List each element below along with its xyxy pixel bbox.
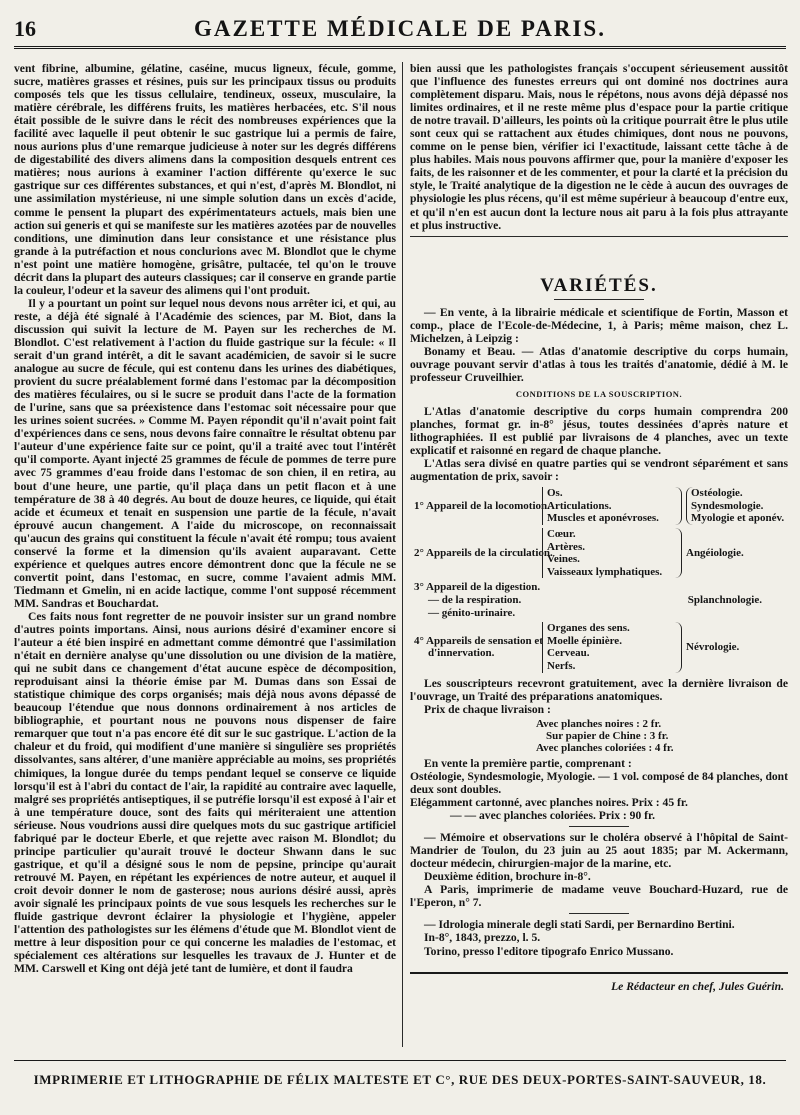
conditions-title: CONDITIONS DE LA SOUSCRIPTION. [515, 388, 683, 399]
division-text: L'Atlas sera divisé en quatre parties qui se vendront séparément et sans augmentation de prix, savoir : [410, 457, 788, 484]
page-header [14, 16, 786, 40]
article-paragraph: bien aussi que les pathologistes français s'occupent sérieusement aussitôt que l'influence des funestes erreurs qui ont dominé nos doctrines aura complètement disparu. Mais, nous le répétons, nous avons déjà dépassé nos limites ordinaires, et il ne reste même plus d'espace pour la partie critique de notre travail. D'ailleurs, les points où la critique pourrait être le plus utile sont ceux qui se rattachent aux études chimiques, dont nous ne pouvons, comme on le pense bien, vérifier ici l'exactitude, laissant cette tâche à de plus habiles. Mais nous pouvons affirmer que, pour la manière d'exposer les faits, de les raisonner et de les commenter, et pour la clarté et la précision du style, le Traité analytique de la digestion ne le cède à aucun des ouvrages de physiologie les plus récens, qu'il est même supérieur à beaucoup d'entre eux, et qu'il n'en est aucun dont la lecture nous ait paru à la fois plus attrayante et plus instructive. [410, 62, 788, 232]
outline-part-3 [410, 581, 788, 619]
outline-item: Os. [547, 487, 563, 500]
subscribers-text: Les souscripteurs recevront gratuitement, avec la dernière livraison de l'ouvrage, un Traité des préparations anatomiques. [410, 676, 788, 703]
first-part-detail: Ostéologie, Syndesmologie, Myologie. — 1 vol. composé de 84 planches, dont deux sont doubles. [410, 769, 788, 796]
outline-label: d'innervation. [428, 647, 495, 660]
outline-right-item: Splanchnologie. [687, 593, 762, 606]
outline-item: Organes des sens. [547, 622, 630, 635]
first-part-text: En vente la première partie, comprenant : [424, 756, 632, 770]
article-paragraph: Ces faits nous font regretter de ne pouvoir insister sur un grand nombre d'autres points importans. Ainsi, nous aurions désiré d'examiner encore si l'auteur a été bien inspiré en admettant comme démontré que l'assimilation n'était en dernière analyse qu'une dissolution ou une division de la matière, qui ne subit dans ce changement d'état aucune espèce de décomposition, reproduisant ainsi la théorie émise par M. Dumas dans son Essai de statistique chimique des corps organisés; mais déjà nous avons dépassé de beaucoup l'étendue que nous donnons ordinairement à nos articles de bibliographie, et pourtant nous ne pouvons nous dispenser de faire remarquer que tout n'a pas encore été dit sur le suc gastrique. L'action de la chaleur et du froid, qui modifient d'une manière si singulière ses propriétés dissolvantes, sans altérer, d'une manière appréciable au moins, ses propriétés chimiques, la longue durée du temps pendant lequel se conserve ce liquide lorsqu'il est à l'abri du contact de l'air, la rapidité au contraire avec laquelle, malgré ses propriétés antiseptiques, il se putréfie lorsqu'il est exposé à l'air et à une température douce, sont des faits qui mériteraient une attention sérieuse. Nous voudrions aussi dire quelques mots du suc gastrique artificiel fabriqué par le docteur Eberle, et que rejette avec raison M. Blondlot; du principe particulier qu'aurait trouvé le docteur Shwann dans le suc gastrique, et qu'il a désigné sous le nom de pepsine, principe qu'aurait retrouvé M. Payen, en répétant les expériences de notre auteur, et auquel il croit devoir donner le nom de gasterose; nous aurions désiré aussi, après avoir signalé les principaux points de vue sous lesquels les recherches sur le fluide gastrique devront éclairer la physiologie et l'hygiène, appeler l'attention des pathologistes sur les élémens d'étude que M. Blondlot vient de mettre à leur disposition pour ce qui concerne les maladies de l'estomac, et spécialement ces altérations sur lesquelles les travaux de J. Hunter et de MM. Carswell et King ont déjà jeté tant de lumière, et dont il faudra [14, 609, 396, 976]
outline-item: Nerfs. [547, 659, 576, 672]
footer-rule [14, 1060, 786, 1061]
outline-part-4 [410, 622, 788, 672]
section-rule [410, 236, 788, 237]
outline-item: Articulations. [547, 499, 612, 512]
idrologia-notice: — Idrologia minerale degli stati Sardi, per Bernardino Bertini. [424, 918, 735, 932]
outline-item: Moelle épinière. [547, 634, 622, 647]
outline-right-item: Névrologie. [686, 641, 740, 654]
bound-colored: — — avec planches coloriées. Prix : 90 fr. [450, 809, 655, 823]
memoire-edition: Deuxième édition, brochure in-8°. [424, 870, 591, 884]
article-paragraph: Il y a pourtant un point sur lequel nous devons nous arrêter ici, et qui, au reste, a déjà été signalé à l'Académie des sciences, par M. Biot, dans la discussion qui suivit la lecture de M. Payen sur les recherches de M. Blondlot. C'est relativement à l'action du fluide gastrique sur la fécule: « Il serait d'un grand intérêt, a dit le savant académicien, de savoir si le sucre analogue au sucre de fécule, qui est contenu dans les urines des diabétiques, provient du sucre préalablement formé dans l'estomac par la décomposition des matières féculaires, ou si le sucre se produit dans l'acte de la formation de l'urine, sans que sa préexistence dans l'estomac soit nécessaire pour que les urines soient sucrées. » Comme M. Payen répondit qu'il n'avait point fait d'expériences dans ce sens, nous devons faire connaître le résultat obtenu par l'auteur d'une expérience faite sur ce point, qu'il a traité avec tout l'intérêt qu'il comporte. Ayant injecté 25 grammes de fécule de pommes de terre pure avec 75 grammes d'eau froide dans l'estomac de son chien, il en retira, au bout d'une heure, une partie, qu'il plaça dans un petit flacon et à une température de 38 à 40 degrés. Au bout de douze heures, ce liquide, qui était acide et écumeux et tenait en suspension une partie de la fécule, n'avait éprouvé aucun changement. A l'aide du microscope, on reconnaissait qu'aucun des grains qui constituent la fécule n'avait été rompu; tous avaient conservé la forme et la dimension qu'ils avaient auparavant. Cette expérience et quelques autres encore démontrent donc que la fécule ne se convertit point, dans l'estomac, en sucre, comme l'avaient admis MM. Tiedmann et Gmelin, ni en acide lactique, comme l'ont supposé récemment MM. Sandras et Bouchardat. [14, 296, 396, 610]
idrologia-format: In-8°, 1843, prezzo, l. 5. [424, 931, 541, 945]
outline-brace [542, 528, 682, 578]
outline-part-2 [410, 528, 788, 578]
left-column [14, 62, 396, 1055]
announcement: — En vente, à la librairie médicale et scientifique de Fortin, Masson et comp., place de l'Ecole-de-Médecine, 1, à Paris; même maison, chez L. Michelzen, à Leipzig : [410, 305, 788, 345]
memoire-notice: — Mémoire et observations sur le choléra observé à l'hôpital de Saint-Mandrier de Toulon, du 23 juin au 25 aout 1835; par M. Ackermann, docteur médecin, chirurgien-major de la marine, etc. [410, 831, 788, 871]
signature-rule [410, 972, 788, 974]
outline-label: — génito-urinaire. [428, 606, 516, 619]
outline-right-item: Syndesmologie. [691, 499, 764, 512]
price-item: Avec planches coloriées : 4 fr. [536, 742, 674, 755]
outline-right-item: Myologie et aponév. [691, 512, 785, 525]
atlas-outline [410, 487, 788, 672]
outline-right-item: Angéiologie. [686, 546, 744, 559]
article-paragraph: vent fibrine, albumine, gélatine, caséine, mucus ligneux, fécule, gomme, sucre, matières grasses et résines, puis sur les principaux tissus ou produits composés tels que les tissus cellulaire, tendineux, osseux, musculaire, la matière cérébrale, les différens fruits, les matières herbacées, etc. S'il nous était possible de le suivre dans le récit des nombreuses expériences que la facilité avec laquelle il peut obtenir le suc gastrique lui a permis de faire, nous aurions plus d'une remarque judicieuse à noter sur les degrés différens de digestabilité des divers alimens dans la composition desquels entrent ces matières; nous aurions à examiner l'action différente qu'exerce le suc gastrique sur ces différentes substances, et qui n'est, d'après M. Blondlot, ni une assimilation mystérieuse, ni une simple solution dans un excès d'acide, comme le pensent la plupart des expérimentateurs actuels, mais bien une action sui generis et qui se manifeste sur les matières azotées par de nouvelles conditions, une diminution dans leur consistance et une résistance plus grande à la putréfaction et nous conclurions avec M. Blondlot que le chyme n'est point une matière homogène, grisâtre, pultacée, tel qu'on le trouve décrit dans la plupart des auteurs classiques; car il conserve en grande partie la couleur, l'odeur et la saveur des alimens qui l'ont produit. [14, 62, 396, 297]
idrologia-printer: Torino, presso l'editore tipografo Enrico Mussano. [424, 944, 674, 958]
editor-signature: Le Rédacteur en chef, Jules Guérin. [611, 979, 784, 993]
outline-right [686, 487, 784, 525]
outline-item: Veines. [547, 553, 580, 566]
outline-label: 3° Appareil de la digestion. [414, 581, 541, 594]
outline-label: 2° Appareils de la circulation. [414, 546, 553, 559]
outline-label: 4° Appareils de sensation et [414, 634, 543, 647]
page-number: 16 [14, 16, 36, 41]
short-rule [569, 913, 629, 914]
outline-item: Muscles et aponévroses. [547, 512, 659, 525]
outline-brace [542, 622, 682, 672]
printer-imprint: IMPRIMERIE ET LITHOGRAPHIE DE FÉLIX MALTESTE ET C°, RUE DES DEUX-PORTES-SAINT-SAUVEUR, 18. [33, 1072, 767, 1087]
outline-brace [542, 487, 682, 525]
section-title: VARIÉTÉS. [540, 274, 658, 296]
outline-label: 1° Appareil de la locomotion. [414, 499, 550, 512]
memoire-printer: A Paris, imprimerie de madame veuve Bouchard-Huzard, rue de l'Eperon, n° 7. [410, 883, 788, 910]
price-title: Prix de chaque livraison : [424, 702, 551, 716]
conditions-text: L'Atlas d'anatomie descriptive du corps humain comprendra 200 planches, format gr. in-8° jésus, toutes dessinées d'après nature et lithographiées. Il est publié par livraisons de 4 planches, avec un texte explicatif et raisonné en regard de chaque planche. [410, 404, 788, 458]
journal-title: GAZETTE MÉDICALE DE PARIS. [194, 16, 606, 41]
outline-label: — de la respiration. [428, 593, 522, 606]
outline-item: Vaisseaux lymphatiques. [547, 565, 663, 578]
price-list [536, 718, 788, 755]
header-rule [14, 46, 786, 49]
outline-item: Artères. [547, 540, 585, 553]
price-item: Sur papier de Chine : 3 fr. [546, 730, 669, 743]
book-title: Bonamy et Beau. — Atlas d'anatomie descriptive du corps humain, ouvrage pouvant servir d'atlas à tous les traités d'anatomie, dédié à M. le professeur Cruveilhier. [410, 344, 788, 384]
section-title-underline [554, 299, 644, 300]
price-item: Avec planches noires : 2 fr. [536, 717, 662, 730]
outline-item: Cerveau. [547, 647, 590, 660]
right-column [410, 62, 788, 1055]
outline-right-item: Ostéologie. [691, 487, 743, 500]
outline-item: Cœur. [547, 528, 576, 540]
column-divider [402, 62, 403, 1047]
bound-copies: Elégamment cartonné, avec planches noires. Prix : 45 fr. [410, 796, 688, 810]
short-rule [569, 826, 629, 827]
outline-part-1 [410, 487, 788, 525]
